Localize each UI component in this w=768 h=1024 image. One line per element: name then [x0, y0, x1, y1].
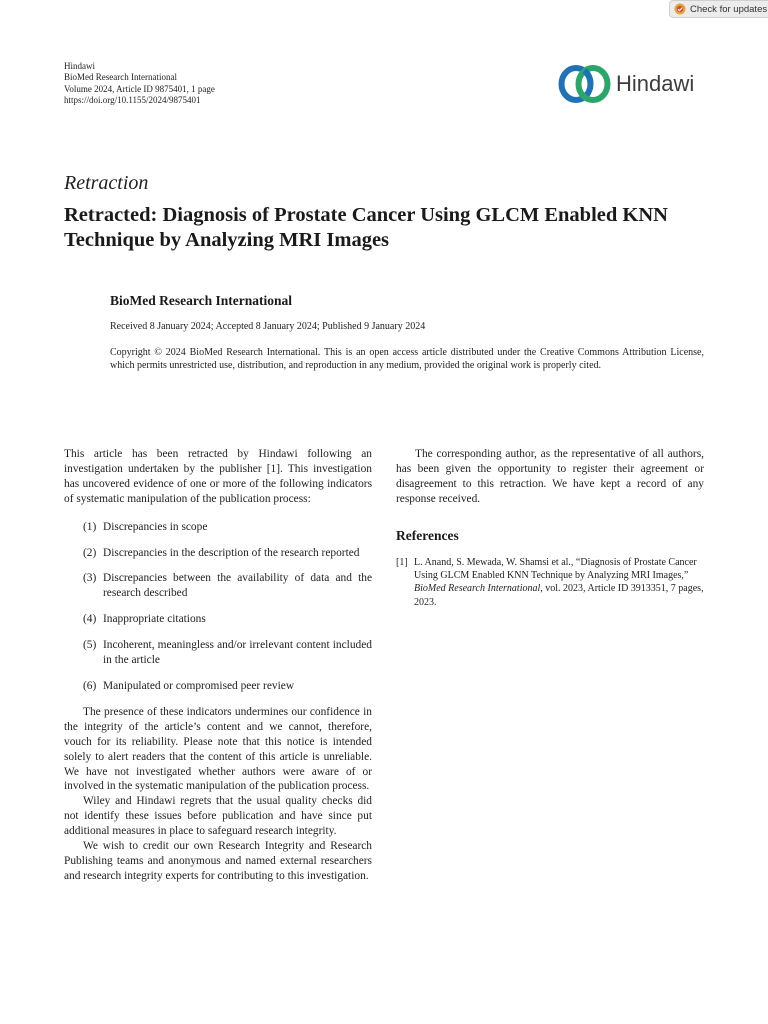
list-item: (2) Discrepancies in the description of the research reported: [83, 546, 360, 559]
reference-item: [396, 556, 704, 610]
reference-text: L. Anand, S. Mewada, W. Shamsi et al., “Diagnosis of Prostate Cancer Using GLCM Enabled KNN Technique by Analyzing MRI Images,” BioMed Research International, vol. 2023, Article ID 3913351, 7 pages, 2023.: [414, 556, 704, 608]
body-paragraph: Wiley and Hindawi regrets that the usual quality checks did not identify these issues before publication and have since put additional measures in place to safeguard research integrity.: [64, 795, 372, 838]
reference-number: [1]: [396, 556, 408, 568]
body-paragraph: We wish to credit our own Research Integrity and Research Publishing teams and anonymous and named external researchers and research integrity experts for contributing to this investigation.: [64, 840, 372, 882]
left-column: [64, 447, 372, 884]
list-item: (6) Manipulated or compromised peer review: [83, 679, 295, 692]
list-item: (1) Discrepancies in scope: [83, 520, 208, 533]
publisher-name: Hindawi: [64, 61, 95, 71]
list-item: (3) Discrepancies between the availability of data and the research described: [83, 572, 372, 600]
article-author: BioMed Research International: [110, 293, 292, 308]
hindawi-logo-icon: [557, 62, 613, 106]
volume-info: Volume 2024, Article ID 9875401, 1 page: [64, 83, 215, 94]
right-column: [396, 447, 704, 609]
hindawi-logo: [557, 62, 707, 106]
body-paragraph: The presence of these indicators undermines our confidence in the integrity of the article’s content and we cannot, therefore, vouch for its reliability. Please note that this notice is intended solely to alert readers that the content of this article is unreliable. We have not investigated whether authors were aware of or involved in the systematic manipulation of the publication process.: [64, 705, 372, 793]
author-response-paragraph: The corresponding author, as the representative of all authors, has been given the opportunity to register their agreement or disagreement to this retraction. We have kept a record of any response received.: [396, 448, 704, 505]
references-heading: References: [396, 527, 459, 543]
reference-journal: BioMed Research International: [414, 583, 541, 595]
intro-paragraph: This article has been retracted by Hindawi following an investigation undertaken by the publisher [1]. This investigation has uncovered evidence of one or more of the following indicators of systematic manipulation of the publication process:: [64, 448, 372, 505]
list-item: (5) Incoherent, meaningless and/or irrelevant content included in the article: [83, 639, 372, 667]
check-updates-icon: [674, 3, 686, 15]
copyright-notice: Copyright © 2024 BioMed Research International. This is an open access article distributed under the Creative Commons Attribution License, which permits unrestricted use, distribution, and reproduction in any medium, provided the original work is properly cited.: [110, 347, 704, 372]
article-type: Retraction: [64, 172, 149, 194]
check-for-updates-label: Check for updates: [690, 3, 768, 15]
journal-name: BioMed Research International: [64, 72, 177, 83]
doi-link[interactable]: https://doi.org/10.1155/2024/9875401: [64, 94, 201, 105]
hindawi-wordmark: Hindawi: [616, 71, 695, 96]
check-for-updates-button[interactable]: [669, 0, 768, 18]
indicator-list: [64, 520, 372, 694]
article-dates: Received 8 January 2024; Accepted 8 January 2024; Published 9 January 2024: [110, 321, 426, 332]
list-item: (4) Inappropriate citations: [83, 613, 206, 626]
article-title: Retracted: Diagnosis of Prostate Cancer Using GLCM Enabled KNN Technique by Analyzing MRI Images: [64, 204, 668, 251]
article-meta: [64, 61, 215, 106]
